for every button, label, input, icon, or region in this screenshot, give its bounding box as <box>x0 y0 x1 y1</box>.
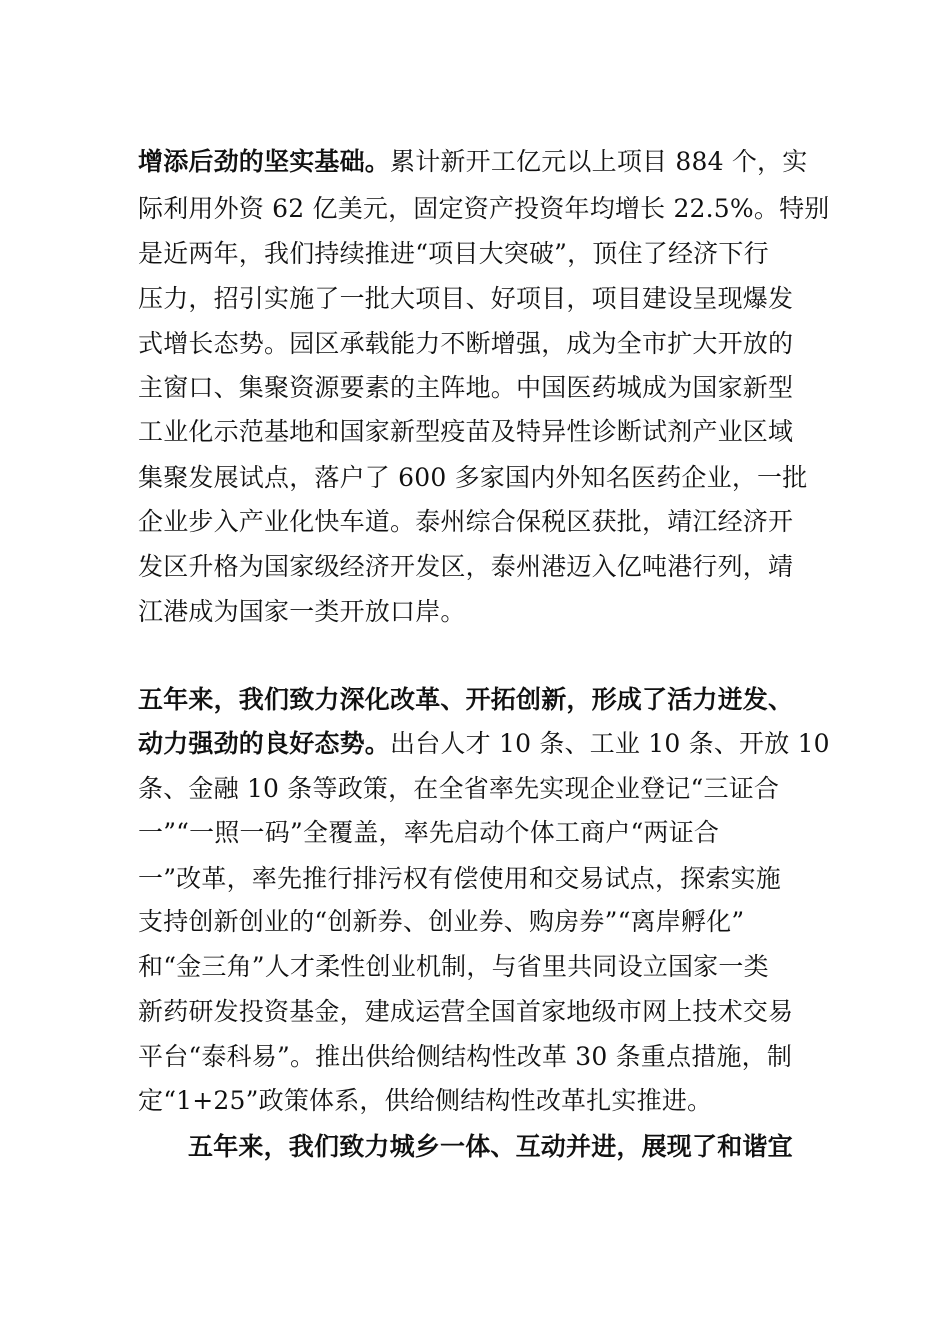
bold-lead: 动力强劲的良好态势。 <box>138 729 391 758</box>
text-line: 支持创新创业的“创新券、创业券、购房券”“离岸孵化” <box>138 907 745 936</box>
text-line: 条、金融 10 条等政策，在全省率先实现企业登记“三证合 <box>138 774 780 803</box>
bold-heading-line: 五年来，我们致力城乡一体、互动并进，展现了和谐宜 <box>188 1132 793 1161</box>
text-line: 发区升格为国家级经济开发区，泰州港迈入亿吨港行列，靖 <box>138 552 794 581</box>
text-line <box>138 140 807 184</box>
text-line: 是近两年，我们持续推进“项目大突破”，顶住了经济下行 <box>138 239 769 268</box>
text-line: 和“金三角”人才柔性创业机制，与省里共同设立国家一类 <box>138 952 769 981</box>
text-line: 江港成为国家一类开放口岸。 <box>138 597 466 626</box>
text-line: 平台“泰科易”。推出供给侧结构性改革 30 条重点措施，制 <box>138 1042 793 1071</box>
text-line: 际利用外资 62 亿美元，固定资产投资年均增长 22.5%。特别 <box>138 194 830 223</box>
text-line: 集聚发展试点，落户了 600 多家国内外知名医药企业，一批 <box>138 463 808 492</box>
text-line: 主窗口、集聚资源要素的主阵地。中国医药城成为国家新型 <box>138 373 794 402</box>
text-line: 定“1+25”政策体系，供给侧结构性改革扎实推进。 <box>138 1086 713 1115</box>
text-line: 新药研发投资基金，建成运营全国首家地级市网上技术交易 <box>138 997 794 1026</box>
text-line: 式增长态势。园区承载能力不断增强，成为全市扩大开放的 <box>138 329 794 358</box>
text-line: 工业化示范基地和国家新型疫苗及特异性诊断试剂产业区域 <box>138 417 794 446</box>
text-line: 一”改革，率先推行排污权有偿使用和交易试点，探索实施 <box>138 864 781 893</box>
text-line <box>138 722 830 766</box>
bold-lead: 增添后劲的坚实基础。 <box>138 147 391 176</box>
bold-heading-line: 五年来，我们致力深化改革、开拓创新，形成了活力迸发、 <box>138 685 794 714</box>
text-line: 一”“一照一码”全覆盖，率先启动个体工商户“两证合 <box>138 818 720 847</box>
line-text: 出台人才 10 条、工业 10 条、开放 10 <box>390 729 830 758</box>
text-line: 企业步入产业化快车道。泰州综合保税区获批，靖江经济开 <box>138 507 794 536</box>
line-text: 累计新开工亿元以上项目 884 个，实 <box>390 147 808 176</box>
text-line: 压力，招引实施了一批大项目、好项目，项目建设呈现爆发 <box>138 284 794 313</box>
